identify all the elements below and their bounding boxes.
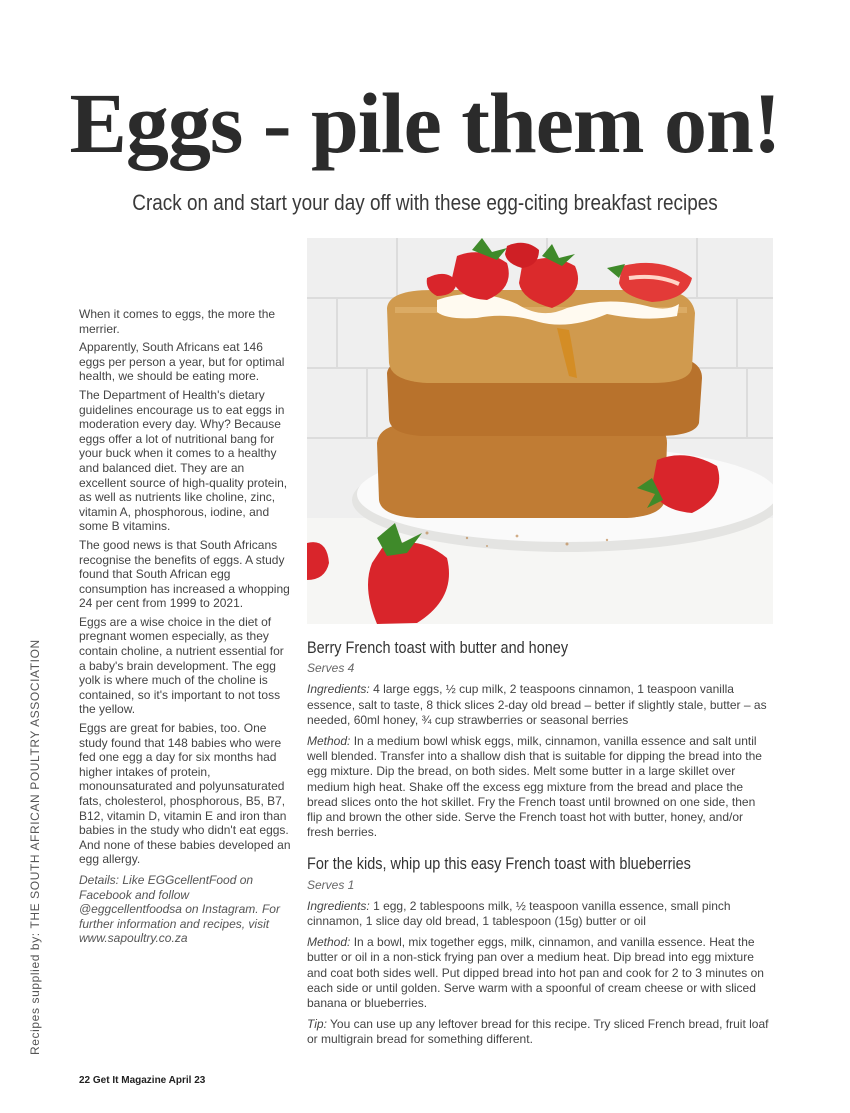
recipe-tip	[307, 1017, 773, 1047]
ingredients-label: Ingredients:	[307, 682, 370, 697]
ingredients-label: Ingredients:	[307, 898, 370, 913]
tip-text: You can use up any leftover bread for this recipe. Try sliced French bread, fruit loaf or multigrain bread for something different.	[307, 1017, 769, 1047]
recipe-ingredients	[307, 682, 773, 728]
intro-paragraph: Eggs are a wise choice in the diet of pregnant women especially, as they contain choline, a nutrient essential for a baby's brain development. The egg yolk is where much of the choline is contained, so it's important to not toss the yellow.	[79, 614, 284, 717]
french-toast-illustration	[307, 238, 773, 624]
details-note: Details: Like EGGcellentFood on Facebook and follow @eggcellentfoodsa on Instagram. For further information and recipes, visit www.sapoultry.co.za	[79, 872, 280, 946]
intro-column	[79, 307, 291, 950]
method-text: In a medium bowl whisk eggs, milk, cinnamon, vanilla essence and salt until well blended. Transfer into a shallow dish that is suitable for dipping the bread into the egg mixture. Dip the bread, on both sides. Melt some butter in a large skillet over medium high heat. Shake off the excess egg mixture from the bread and place the bread slices onto the hot skillet. Fry the French toast until browned on one side, then flip and brown the other side. Serve the French toast hot with butter, honey, and/or fresh berries.	[307, 734, 762, 840]
recipe-section	[307, 856, 773, 1047]
page-subtitle: Crack on and start your day off with these egg-citing breakfast recipes	[132, 190, 718, 215]
intro-paragraph: The Department of Health's dietary guidelines encourage us to eat eggs in moderation every day. Why? Because eggs offer a lot of nutritional bang for your buck when it comes to a healthy and balanced diet. They are an excellent source of high-quality protein, as well as nutrients like choline, zinc, vitamin A, phosphorous, iodine, and some B vitamins.	[79, 387, 288, 534]
recipes-column	[307, 640, 773, 1054]
method-label: Method:	[307, 935, 351, 950]
recipe-method	[307, 935, 773, 1011]
intro-paragraph: When it comes to eggs, the more the merrier.	[79, 307, 276, 336]
recipe-ingredients	[307, 899, 773, 929]
ingredients-text: 1 egg, 2 tablespoons milk, ½ teaspoon vanilla essence, small pinch cinnamon, 1 slice day old bread, 1 tablespoon (15g) butter or oil	[307, 898, 731, 929]
recipe-title: Berry French toast with butter and honey	[307, 638, 569, 657]
recipe-credit: Recipes supplied by: THE SOUTH AFRICAN POULTRY ASSOCIATION	[28, 639, 42, 1055]
recipe-title: For the kids, whip up this easy French toast with blueberries	[307, 854, 691, 874]
method-label: Method:	[307, 734, 351, 749]
method-text: In a bowl, mix together eggs, milk, cinnamon, and vanilla essence. Heat the butter or oil in a non-stick frying pan over a medium heat. Dip bread into egg mixture and coat both sides well. Put dipped bread into hot pan and cook for 2 to 3 minutes on each side or until golden. Serve warm with a spoonful of cream cheese or with sliced banana or blueberries.	[307, 935, 764, 1011]
intro-paragraph: The good news is that South Africans recognise the benefits of eggs. A study found that South African egg consumption has increased a whopping 24 per cent from 1999 to 2021.	[79, 537, 290, 611]
intro-paragraph: Apparently, South Africans eat 146 eggs per person a year, but for optimal health, we should be eating more.	[79, 340, 285, 384]
recipe-serves: Serves 1	[307, 877, 355, 892]
recipe-method	[307, 734, 773, 840]
recipe-serves: Serves 4	[307, 661, 355, 676]
french-toast-photo	[307, 238, 773, 624]
page-title: Eggs - pile them on!	[69, 75, 781, 171]
intro-paragraph: Eggs are great for babies, too. One study found that 148 babies who were fed one egg a day for six months had higher intakes of protein, monounsaturated and polyunsaturated fats, cholesterol, phosphorous, B5, B7, B12, vitamin D, vitamin E and iron than babies in the study who didn't eat eggs. And none of these babies developed an egg allergy.	[79, 721, 291, 867]
ingredients-text: 4 large eggs, ½ cup milk, 2 teaspoons cinnamon, 1 teaspoon vanilla essence, salt to taste, 8 thick slices 2-day old bread – better if slightly stale, butter – as needed, 60ml honey, ¾ cup strawberries or seasonal berries	[307, 682, 767, 727]
page-footer: 22 Get It Magazine April 23	[79, 1075, 206, 1086]
tip-label: Tip:	[307, 1017, 327, 1032]
